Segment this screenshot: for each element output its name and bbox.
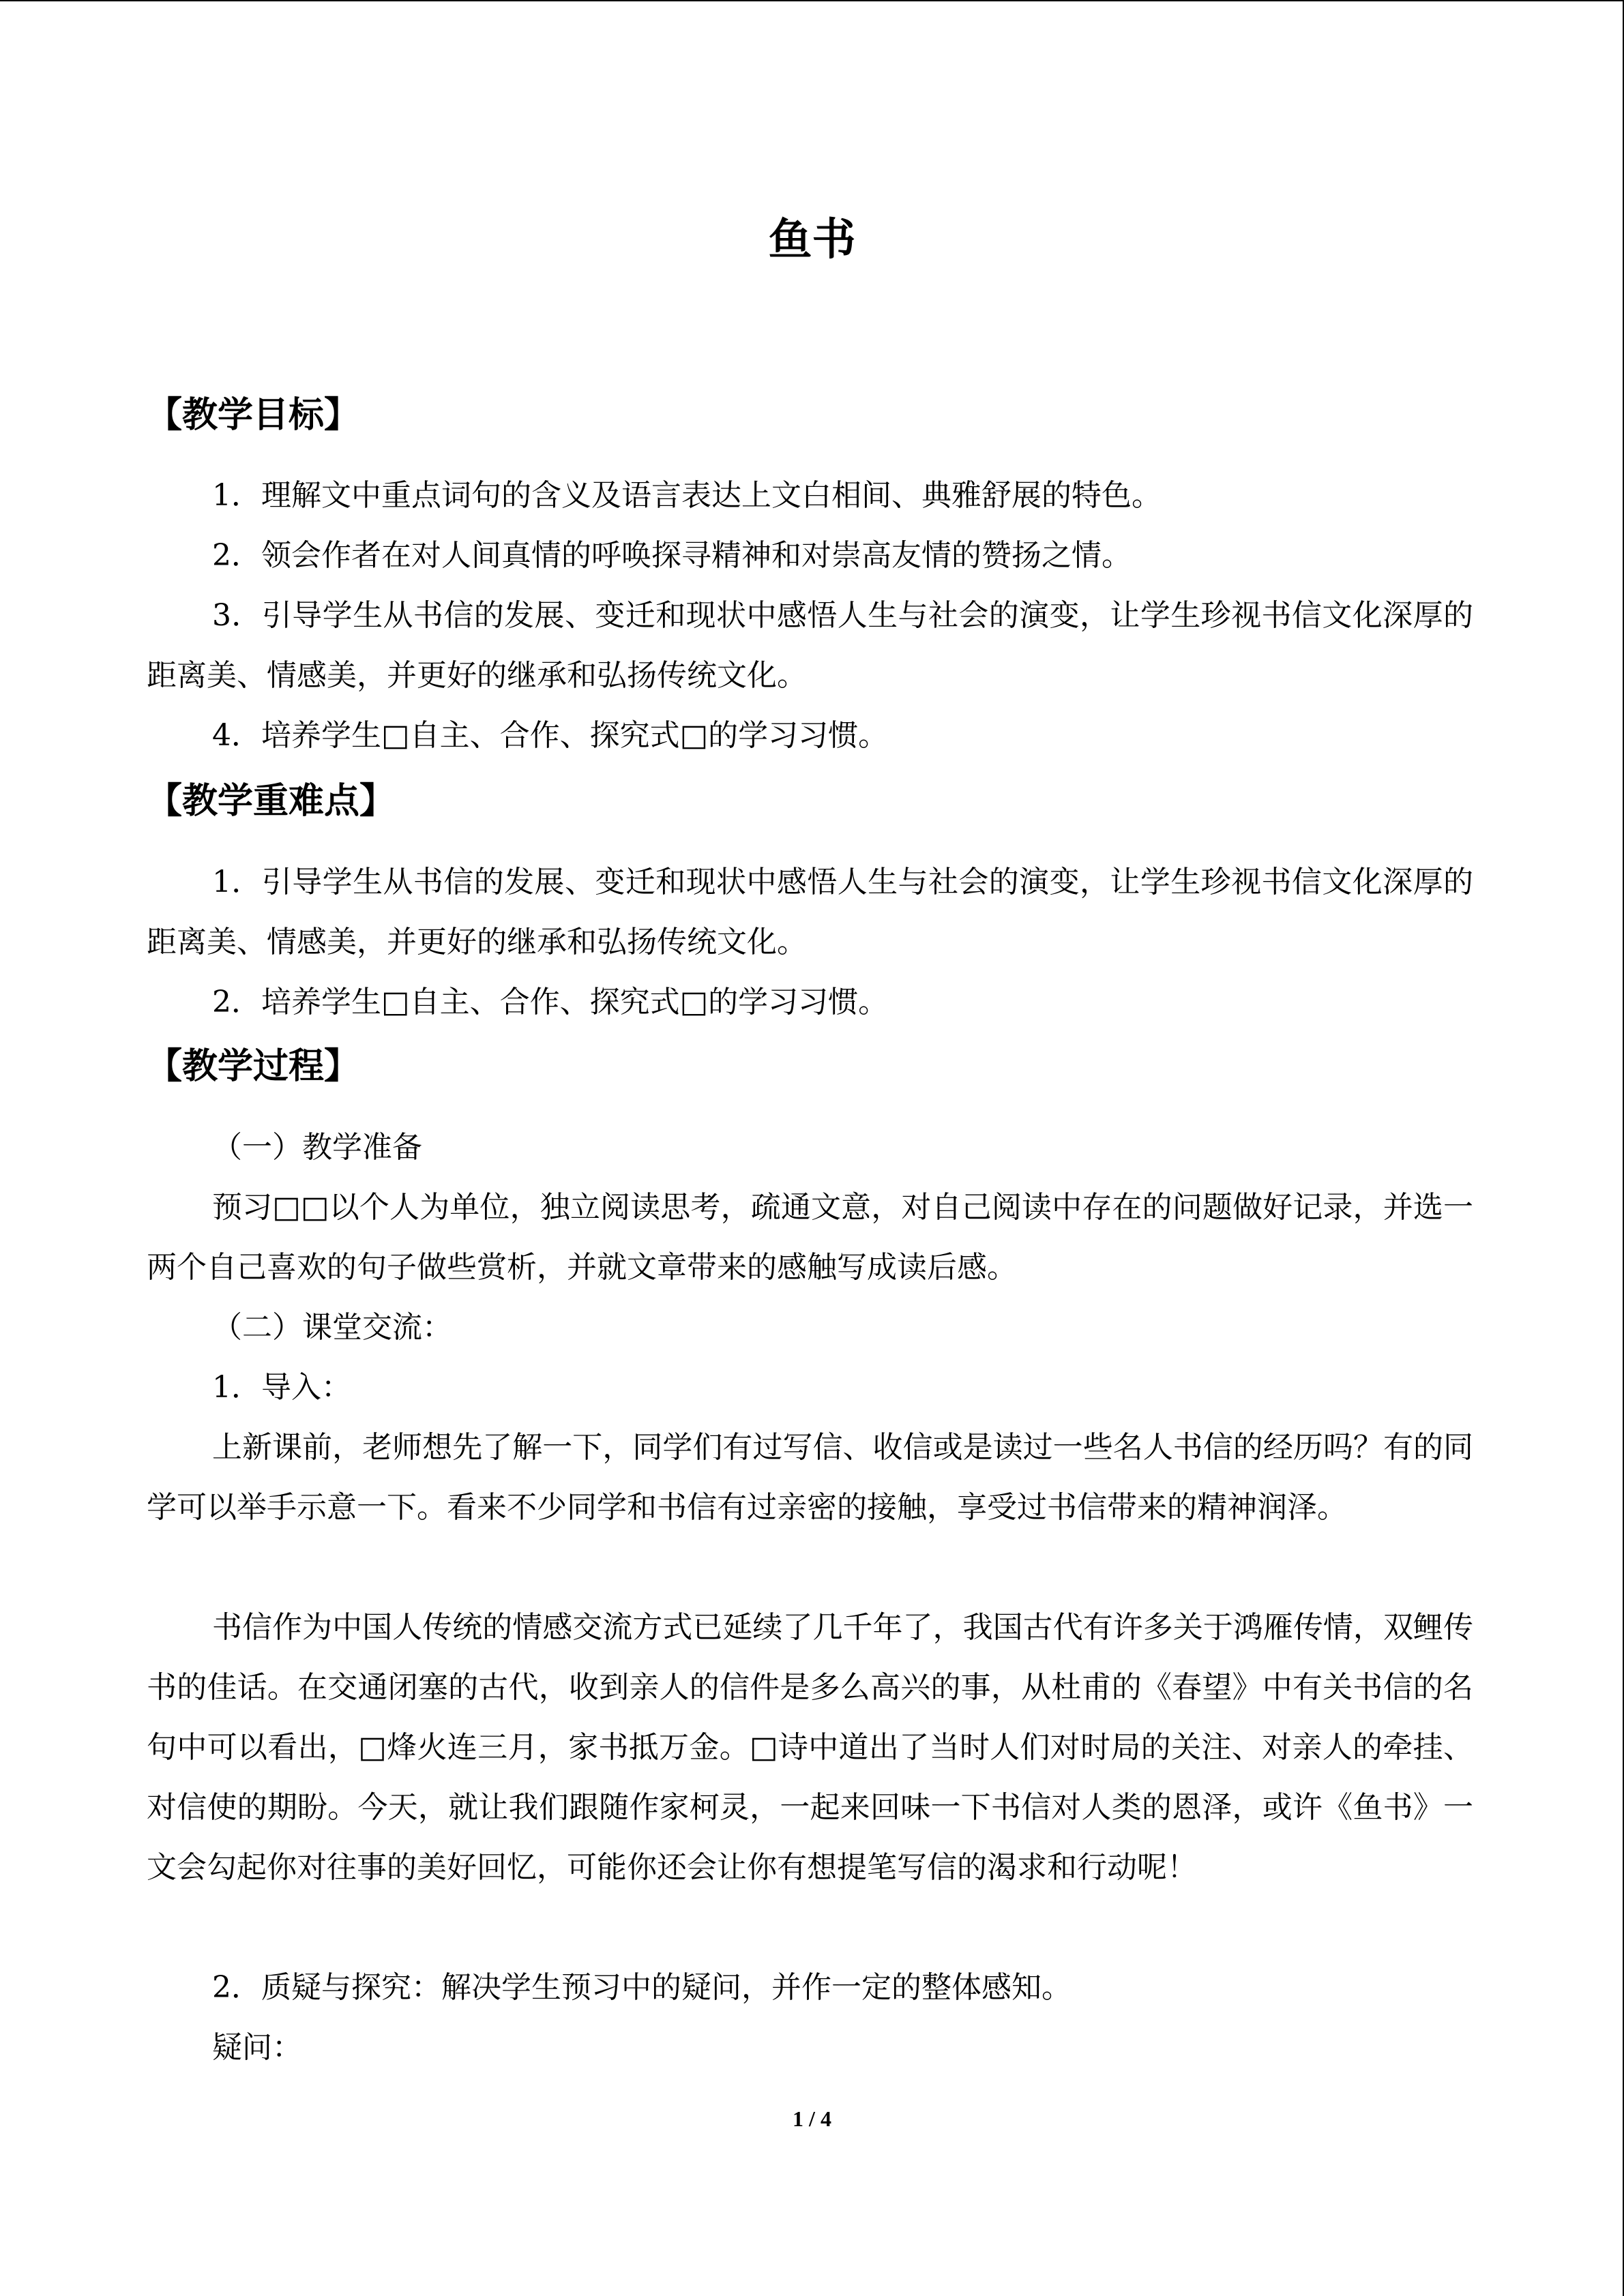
process-item-exchange-title: （二）课堂交流： (212, 1310, 452, 1345)
page-number: 1 / 4 (793, 2106, 831, 2131)
goal-item-4: 4．培养学生□自主、合作、探究式□的学习习惯。 (212, 718, 889, 753)
process-item-questions: 疑问： (212, 2030, 302, 2065)
key-point-item-1: 1．引导学生从书信的发展、变迁和现状中感悟人生与社会的演变，让学生珍视书信文化深厚的距离美、情感美，并更好的继承和弘扬传统文化。 (147, 865, 1473, 959)
section-heading-key-points: 【教学重难点】 (147, 781, 396, 822)
key-point-item-2: 2．培养学生□自主、合作、探究式□的学习习惯。 (212, 985, 889, 1019)
process-item-prep-title: （一）教学准备 (212, 1130, 422, 1165)
section-heading-process: 【教学过程】 (147, 1046, 360, 1087)
process-item-inquiry: 2．质疑与探究：解决学生预习中的疑问，并作一定的整体感知。 (212, 1970, 1072, 2005)
document-title: 鱼书 (768, 215, 856, 265)
process-item-intro-title: 1．导入： (212, 1370, 351, 1405)
process-item-letters-text: 书信作为中国人传统的情感交流方式已延续了几千年了，我国古代有许多关于鸿雁传情，双鲤传书的佳话。在交通闭塞的古代，收到亲人的信件是多么高兴的事，从杜甫的《春望》中有关书信的名句中可以看出，□烽火连三月，家书抵万金。□诗中道出了当时人们对时局的关注、对亲人的牵挂、对信使的期盼。今天，就让我们跟随作家柯灵，一起来回味一下书信对人类的恩泽，或许《鱼书》一文会勾起你对往事的美好回忆，可能你还会让你有想提笔写信的渴求和行动呢！ (147, 1610, 1473, 1885)
goal-item-2: 2．领会作者在对人间真情的呼唤探寻精神和对崇高友情的赞扬之情。 (212, 538, 1132, 573)
goal-item-1: 1．理解文中重点词句的含义及语言表达上文白相间、典雅舒展的特色。 (212, 478, 1162, 513)
goal-item-3: 3．引导学生从书信的发展、变迁和现状中感悟人生与社会的演变，让学生珍视书信文化深厚的距离美、情感美，并更好的继承和弘扬传统文化。 (147, 598, 1473, 693)
process-item-preview: 预习□□以个人为单位，独立阅读思考，疏通文意，对自己阅读中存在的问题做好记录，并选一两个自己喜欢的句子做些赏析，并就文章带来的感触写成读后感。 (147, 1190, 1473, 1285)
section-heading-goals: 【教学目标】 (147, 395, 360, 436)
process-item-intro-text: 上新课前，老师想先了解一下，同学们有过写信、收信或是读过一些名人书信的经历吗？有的同学可以举手示意一下。看来不少同学和书信有过亲密的接触，享受过书信带来的精神润泽。 (147, 1430, 1473, 1525)
